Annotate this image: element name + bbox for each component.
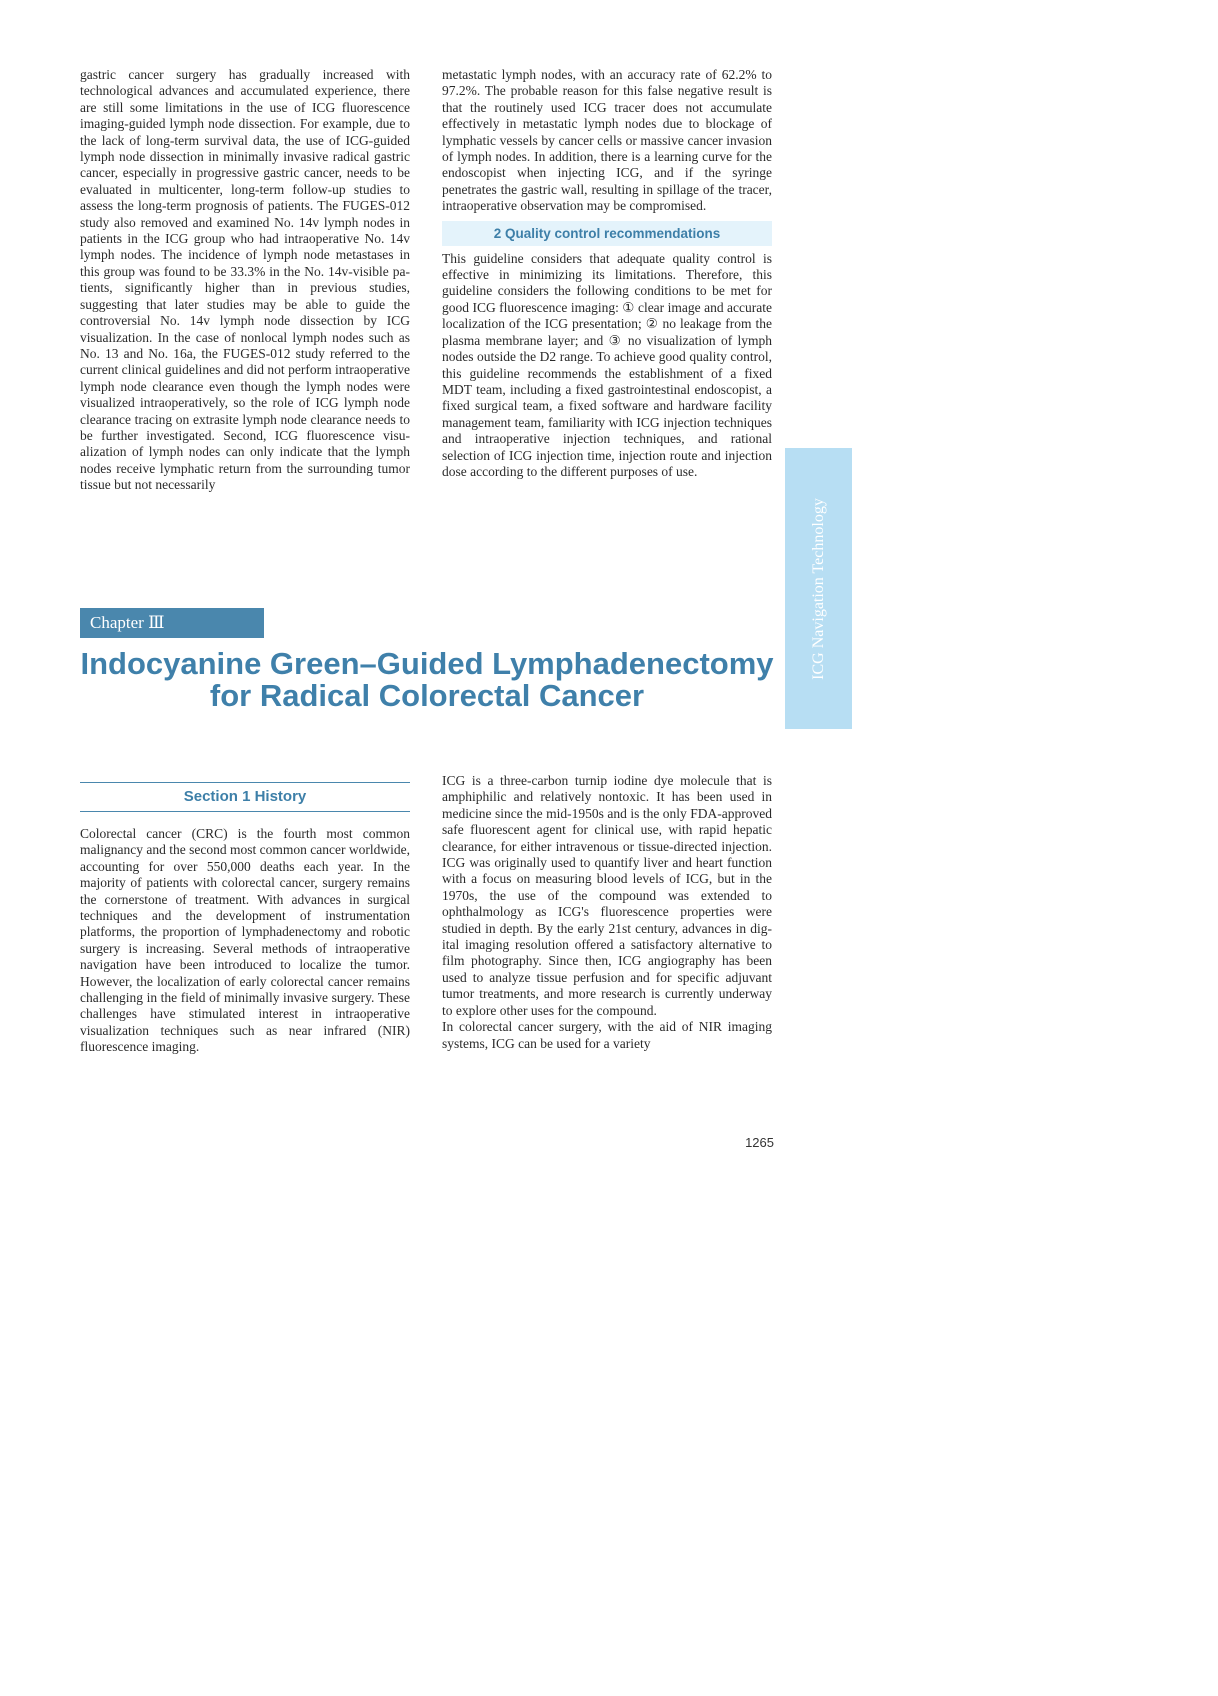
body-paragraph: In colorectal cancer surgery, with the aid of NIR imaging systems, ICG can be used for a variety [442,1019,772,1051]
subsection-heading: 2 Quality control recommendations [442,221,772,246]
page-number: 1265 [745,1135,774,1150]
body-paragraph: This guideline considers that adequate quality control is effective in minimizing its limitations. Therefore, this guideline considers the following conditions to be met for good ICG fluorescence imaging: ① clear image and accurate localization of the ICG presentation; ② no leakage from the plasma membrane layer; and ③ no visualization of lymph nodes outside the D2 range. To achieve good quality control, this guideline recommends the establishment of a fixed MDT team, including a fixed gastrointestinal endoscopist, a fixed surgical team, a fixed software and hardware facility management team, familiarity with ICG injection techniques and intraoperative injection techniques, and rational selection of ICG injection time, injection route and injection dose according to the different purposes of use. [442,250,772,479]
chapter-label: Chapter Ⅲ [80,608,264,638]
side-tab [785,448,852,729]
top-right-column [442,67,772,480]
body-paragraph: Colorectal cancer (CRC) is the fourth most common malignancy and the second most common cancer worldwide, accounting for over 550,000 deaths each year. In the majority of patients with colorectal cancer, surgery remains the cornerstone of treatment. With advances in surgical techniques and the development of instrumentation platforms, the proportion of lymphadenectomy and robotic surgery is increasing. Several methods of intraoperative navigation have been introduced to localize the tumor. However, the localization of early colorectal cancer remains challenging in the field of minimally invasive surgery. These challenges have stimulated interest in intraoperative visualization techniques such as near infrared (NIR) fluorescence imaging. [80,826,410,1055]
body-paragraph: metastatic lymph nodes, with an accuracy rate of 62.2% to 97.2%. The probable reason for this false negative result is that the routinely used ICG tracer does not accumulate effectively in metastatic lymph nodes due to blockage of lymphatic vessels by cancer cells or massive cancer invasion of lymph nodes. In addition, there is a learning curve for the endoscopist when injecting ICG, and if the syringe penetrates the gastric wall, resulting in spillage of the tracer, intraoperative observation may be compromised. [442,67,772,214]
body-paragraph: ICG is a three-carbon turnip iodine dye molecule that is amphiphilic and relatively nontoxic. It has been used in medicine since the mid-1950s and is the only FDA-approved safe fluorescent agent for clinical use, with rapid hepatic clearance, for either intravenous or tissue-directed injection. ICG was originally used to quantify liver and heart function with a focus on measuring blood levels of ICG, but in the 1970s, the use of the compound was extended to ophthalmology as ICG's fluorescence properties were studied in depth. By the early 21st century, advances in digital imaging resolution offered a satisfactory alternative to film photography. Since then, ICG angiography has been used to analyze tissue perfusion and for specific adjuvant tumor treatments, and more research is currently underway to explore other uses for the compound. [442,773,772,1018]
chapter-title: Indocyanine Green–Guided Lymphadenectomy for Radical Colorectal Cancer [80,646,774,713]
section-heading: Section 1 History [80,782,410,812]
side-tab-label: ICG Navigation Technology [809,497,827,680]
body-paragraph: gastric cancer surgery has gradually increased with technological advances and accumulated experience, there are still some limitations in the use of ICG fluorescence imaging-guided lymph node dissection. For example, due to the lack of long-term survival data, the use of ICG-guided lymph node dissection in minimally invasive radical gastric cancer, especially in progressive gastric cancer, needs to be evaluated in multicenter, long-term follow-up studies to assess the long-term prognosis of patients. The FUGES-012 study also removed and examined No. 14v lymph nodes in patients in the ICG group who had intraoperative No. 14v lymph nodes. The incidence of lymph node metastases in this group was found to be 33.3% in the No. 14v-visible patients, significantly higher than in previous studies, suggesting that later studies may be able to guide the controversial No. 14v lymph node dissection by ICG visualization. In the case of nonlocal lymph nodes such as No. 13 and No. 16a, the FUGES-012 study referred to the current clinical guidelines and did not perform intraoperative lymph node clearance even though the lymph nodes were visualized intraoperatively, so the role of ICG lymph node clearance tracing on extrasite lymph node clearance needs to be further investigated. Second, ICG fluorescence visualization of lymph nodes can only indicate that the lymph nodes receive lymphatic return from the surrounding tumor tissue but not necessarily [80,67,410,493]
bottom-right-column [442,773,772,1052]
bottom-left-column [80,782,410,1056]
top-left-column [80,67,410,494]
